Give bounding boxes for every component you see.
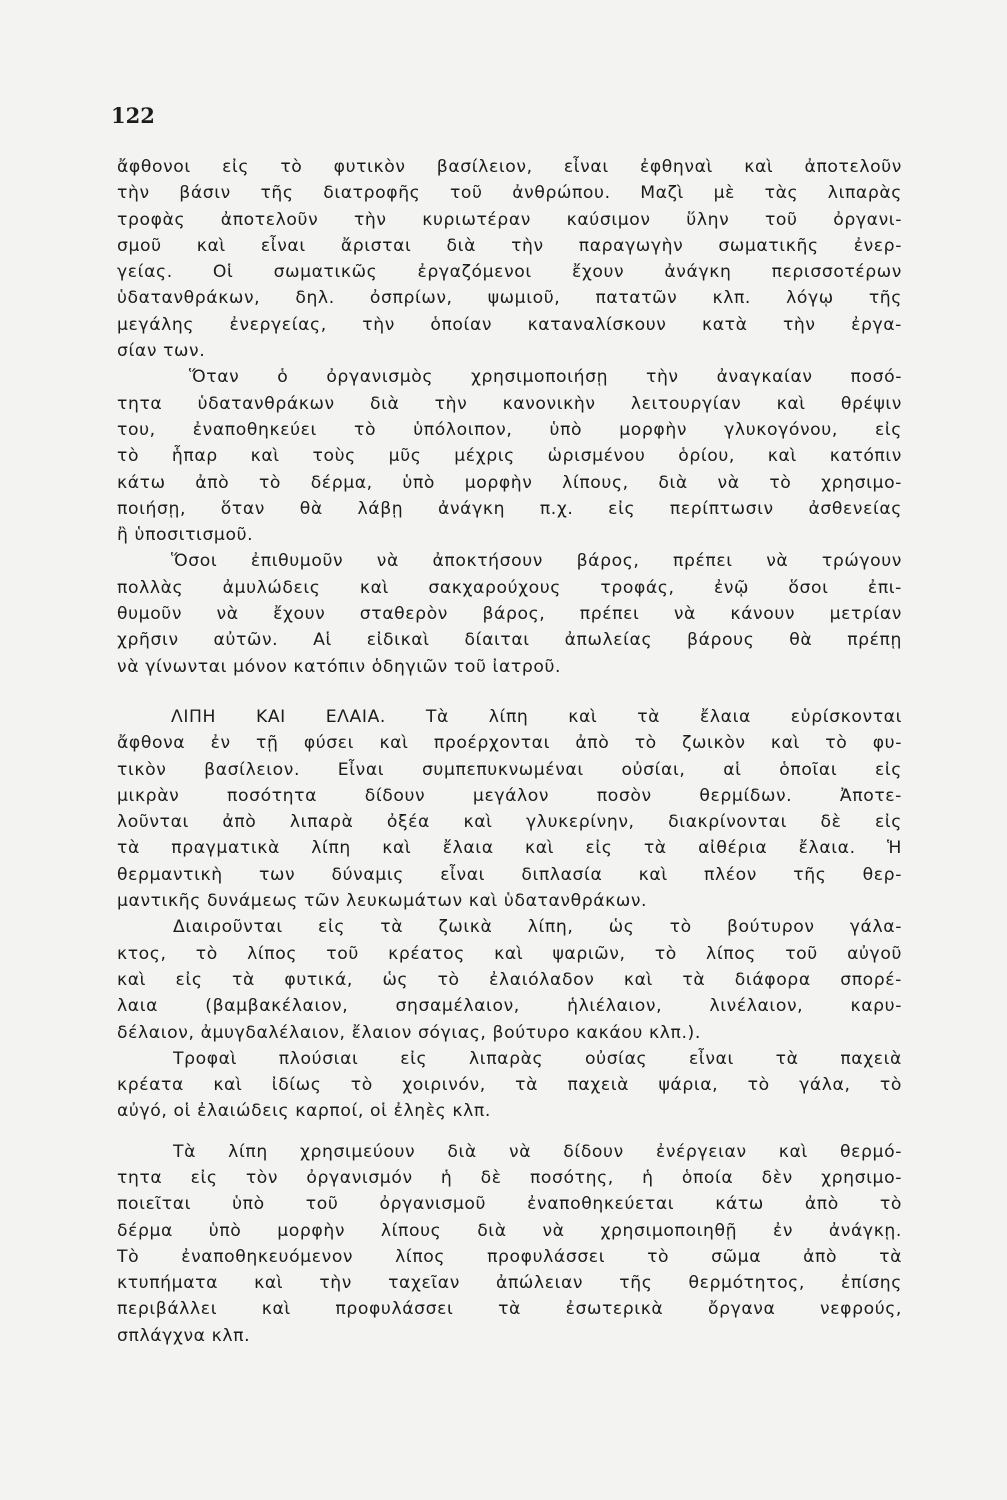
- text-line: τικὸν βασίλειον. Εἶναι συμπεπυκνωμέναι οὐσίαι, αἱ ὁποῖαι εἰς: [117, 759, 902, 780]
- text-line: πολλὰς ἀμυλώδεις καὶ σακχαρούχους τροφάς, ἐνῷ ὅσοι ἐπι-: [117, 577, 902, 598]
- text-line: τὸ ἧπαρ καὶ τοὺς μῦς μέχρις ὡρισμένου ὁρίου, καὶ κατόπιν: [117, 446, 902, 467]
- text-line: τὰ πραγματικὰ λίπη καὶ ἔλαια καὶ εἰς τὰ αἰθέρια ἔλαια. Ἡ: [117, 838, 902, 859]
- text-line: λαια (βαμβακέλαιον, σησαμέλαιον, ἡλιέλαιον, λινέλαιον, καρυ-: [117, 996, 902, 1017]
- text-line: κρέατα καὶ ἰδίως τὸ χοιρινόν, τὰ παχειὰ ψάρια, τὸ γάλα, τὸ: [117, 1075, 902, 1096]
- text-line: ἢ ὑποσιτισμοῦ.: [117, 525, 254, 546]
- text-line: θερμαντικὴ των δύναμις εἶναι διπλασία καὶ πλέον τῆς θερ-: [117, 864, 902, 885]
- text-line: δέρμα ὑπὸ μορφὴν λίπους διὰ νὰ χρησιμοποιηθῇ ἐν ἀνάγκῃ.: [117, 1220, 902, 1241]
- text-line: νὰ γίνωνται μόνον κατόπιν ὁδηγιῶν τοῦ ἰατροῦ.: [117, 656, 562, 677]
- text-line: χρῆσιν αὐτῶν. Αἱ εἰδικαὶ δίαιται ἀπωλείας βάρους θὰ πρέπῃ: [117, 630, 902, 651]
- text-line: κάτω ἀπὸ τὸ δέρμα, ὑπὸ μορφὴν λίπους, διὰ νὰ τὸ χρησιμο-: [117, 472, 902, 493]
- paragraph-continuation: [117, 575, 902, 680]
- paragraph: [117, 914, 902, 940]
- text-line: του, ἐναποθηκεύει τὸ ὑπόλοιπον, ὑπὸ μορφὴν γλυκογόνου, εἰς: [117, 419, 902, 440]
- paragraph-continuation: [117, 1072, 902, 1125]
- paragraph: [117, 1046, 902, 1072]
- text-line: τητα ὑδατανθράκων διὰ τὴν κανονικὴν λειτουργίαν καὶ θρέψιν: [117, 393, 902, 414]
- text-line: τὴν βάσιν τῆς διατροφῆς τοῦ ἀνθρώπου. Μαζὶ μὲ τὰς λιπαρὰς: [117, 183, 902, 204]
- paragraph: [117, 154, 902, 364]
- text-line: κτυπήματα καὶ τὴν ταχεῖαν ἀπώλειαν τῆς θερμότητος, ἐπίσης: [117, 1273, 902, 1294]
- text-line: Ὅσοι ἐπιθυμοῦν νὰ ἀποκτήσουν βάρος, πρέπει νὰ τρώγουν: [171, 551, 902, 572]
- paragraph-continuation: [117, 1165, 902, 1349]
- text-line: σμοῦ καὶ εἶναι ἄρισται διὰ τὴν παραγωγὴν σωματικῆς ἐνερ-: [117, 235, 902, 256]
- paragraph: [117, 1139, 902, 1165]
- text-line: ὑδατανθράκων, δηλ. ὀσπρίων, ψωμιοῦ, πατατῶν κλπ. λόγῳ τῆς: [117, 288, 902, 309]
- text-line: σπλάγχνα κλπ.: [117, 1325, 251, 1346]
- paragraph: [117, 548, 902, 574]
- body-text: [117, 154, 902, 1349]
- paragraph: [117, 364, 902, 390]
- text-line: περιβάλλει καὶ προφυλάσσει τὰ ἐσωτερικὰ ὄργανα νεφρούς,: [117, 1299, 902, 1320]
- text-line: ποιήσῃ, ὅταν θὰ λάβῃ ἀνάγκη π.χ. εἰς περίπτωσιν ἀσθενείας: [117, 498, 902, 519]
- paragraph: [117, 704, 902, 730]
- section-heading-line: ΛΙΠΗ ΚΑΙ ΕΛΑΙΑ. Τὰ λίπη καὶ τὰ ἔλαια εὑρίσκονται: [171, 706, 902, 727]
- paragraph-continuation: [117, 941, 902, 1046]
- text-line: καὶ εἰς τὰ φυτικά, ὡς τὸ ἐλαιόλαδον καὶ τὰ διάφορα σπορέ-: [117, 969, 902, 990]
- text-line: τροφὰς ἀποτελοῦν τὴν κυριωτέραν καύσιμον ὕλην τοῦ ὀργανι-: [117, 209, 902, 230]
- text-line: μεγάλης ἐνεργείας, τὴν ὁποίαν καταναλίσκουν κατὰ τὴν ἐργα-: [117, 314, 902, 335]
- page-number: 122: [111, 103, 155, 128]
- text-line: Τὰ λίπη χρησιμεύουν διὰ νὰ δίδουν ἐνέργειαν καὶ θερμό-: [173, 1141, 902, 1162]
- text-line: δέλαιον, ἀμυγδαλέλαιον, ἔλαιον σόγιας, βούτυρο κακάου κλπ.).: [117, 1022, 701, 1043]
- text-line: λοῦνται ἀπὸ λιπαρὰ ὀξέα καὶ γλυκερίνην, διακρίνονται δὲ εἰς: [117, 812, 902, 833]
- text-line: κτος, τὸ λίπος τοῦ κρέατος καὶ ψαριῶν, τὸ λίπος τοῦ αὐγοῦ: [117, 943, 902, 964]
- paragraph-continuation: [117, 391, 902, 549]
- text-line: μικρὰν ποσότητα δίδουν μεγάλον ποσὸν θερμίδων. Ἀποτε-: [117, 785, 902, 806]
- text-line: Διαιροῦνται εἰς τὰ ζωικὰ λίπη, ὡς τὸ βούτυρον γάλα-: [173, 917, 902, 938]
- text-line: ἄφθονα ἐν τῇ φύσει καὶ προέρχονται ἀπὸ τὸ ζωικὸν καὶ τὸ φυ-: [117, 733, 902, 754]
- text-line: Τροφαὶ πλούσιαι εἰς λιπαρὰς οὐσίας εἶναι τὰ παχειὰ: [173, 1048, 902, 1069]
- text-line: ποιεῖται ὑπὸ τοῦ ὀργανισμοῦ ἐναποθηκεύεται κάτω ἀπὸ τὸ: [117, 1194, 902, 1215]
- section-gap: [117, 680, 902, 704]
- text-line: γείας. Οἱ σωματικῶς ἐργαζόμενοι ἔχουν ἀνάγκη περισσοτέρων: [117, 262, 902, 283]
- text-line: ἄφθονοι εἰς τὸ φυτικὸν βασίλειον, εἶναι ἐφθηναὶ καὶ ἀποτελοῦν: [117, 157, 902, 177]
- text-line: μαντικῆς δυνάμεως τῶν λευκωμάτων καὶ ὑδατανθράκων.: [117, 891, 648, 912]
- text-line: Τὸ ἐναποθηκευόμενον λίπος προφυλάσσει τὸ σῶμα ἀπὸ τὰ: [117, 1246, 902, 1267]
- text-line: αὐγό, οἱ ἐλαιώδεις καρποί, οἱ ἐληὲς κλπ.: [117, 1101, 491, 1122]
- text-line: σίαν των.: [117, 341, 206, 362]
- text-line: θυμοῦν νὰ ἔχουν σταθερὸν βάρος, πρέπει νὰ κάνουν μετρίαν: [117, 604, 902, 625]
- text-line: τητα εἰς τὸν ὀργανισμόν ἡ δὲ ποσότης, ἡ ὁποία δὲν χρησιμο-: [117, 1167, 902, 1188]
- paragraph-continuation: [117, 730, 902, 914]
- text-line: Ὅταν ὁ ὀργανισμὸς χρησιμοποιήσῃ τὴν ἀναγκαίαν ποσό-: [189, 367, 902, 388]
- paragraph-gap: [117, 1125, 902, 1139]
